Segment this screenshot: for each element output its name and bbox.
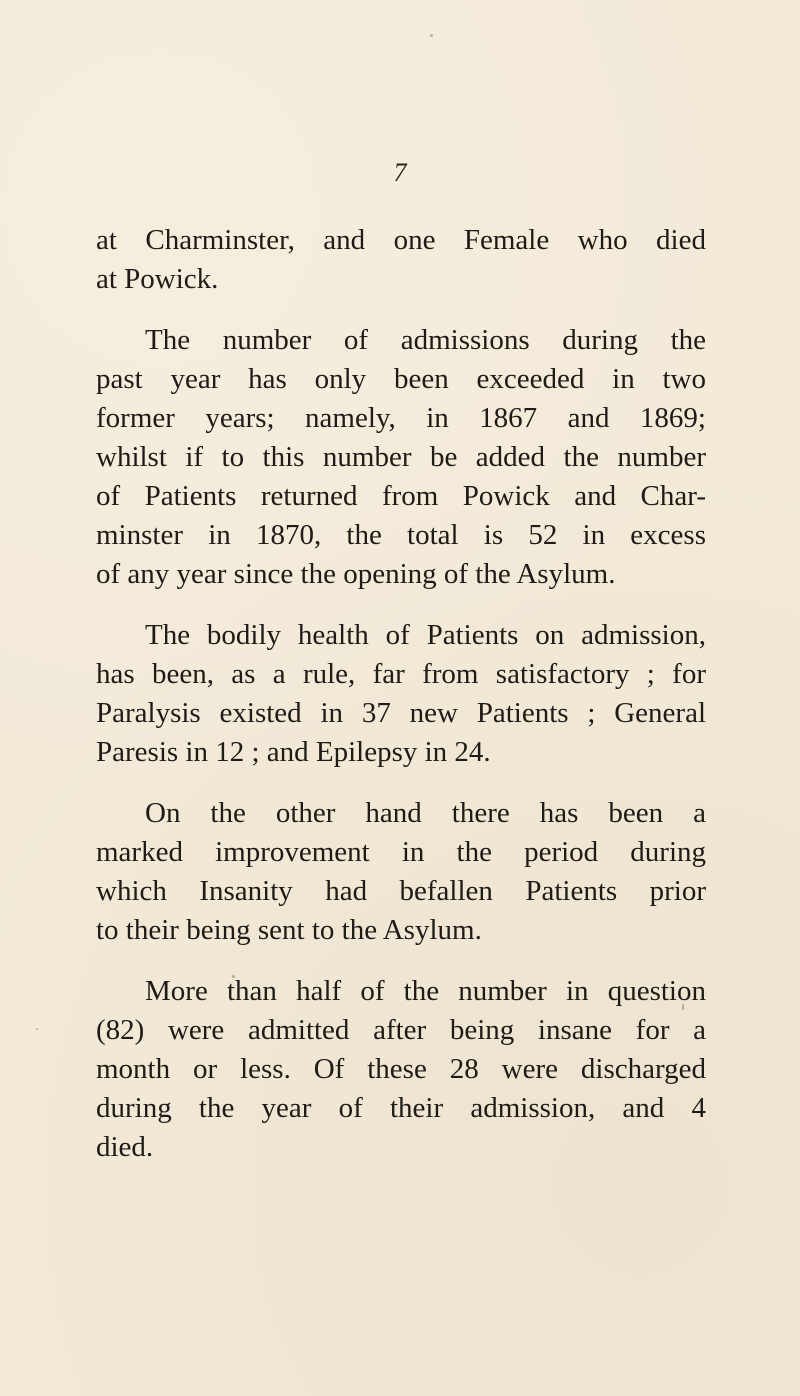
paper-speck (430, 34, 433, 37)
paragraph-spacer (96, 772, 706, 794)
paragraph-4 (96, 794, 706, 950)
text-line: Paralysis existed in 37 new Patients ; General (96, 697, 706, 729)
text-line: at Charminster, and one Female who died (96, 224, 706, 256)
text-line: which Insanity had befallen Patients prior (96, 875, 706, 907)
page-number: 7 (393, 158, 407, 187)
text-line: has been, as a rule, far from satisfactory ; for (96, 658, 706, 690)
text-line: Paresis in 12 ; and Epilepsy in 24. (96, 736, 491, 768)
text-line: former years; namely, in 1867 and 1869; (96, 402, 706, 434)
text-line: past year has only been exceeded in two (96, 363, 706, 395)
body-text (96, 221, 706, 1167)
text-line: The bodily health of Patients on admission, (145, 619, 706, 651)
text-line: On the other hand there has been a (145, 797, 706, 829)
paper-speck (232, 975, 235, 978)
paper-speck (682, 1004, 684, 1010)
paragraph-2 (96, 321, 706, 594)
paragraph-spacer (96, 950, 706, 972)
paragraph-1 (96, 221, 706, 299)
paragraph-spacer (96, 594, 706, 616)
text-line: minster in 1870, the total is 52 in excess (96, 519, 706, 551)
text-line: The number of admissions during the (145, 324, 706, 356)
text-line: of any year since the opening of the Asylum. (96, 558, 616, 590)
paragraph-3 (96, 616, 706, 772)
text-line: More than half of the number in question (145, 975, 706, 1007)
text-line: marked improvement in the period during (96, 836, 706, 868)
paper-speck (36, 1028, 38, 1030)
text-line: to their being sent to the Asylum. (96, 914, 482, 946)
text-line: month or less. Of these 28 were discharged (96, 1053, 706, 1085)
text-line: died. (96, 1131, 154, 1163)
text-line: of Patients returned from Powick and Char- (96, 480, 706, 512)
text-line: during the year of their admission, and 4 (96, 1092, 706, 1124)
paragraph-5 (96, 972, 706, 1167)
text-line: at Powick. (96, 263, 219, 295)
paragraph-spacer (96, 299, 706, 321)
text-line: whilst if to this number be added the number (96, 441, 706, 473)
text-line: (82) were admitted after being insane for a (96, 1014, 706, 1046)
